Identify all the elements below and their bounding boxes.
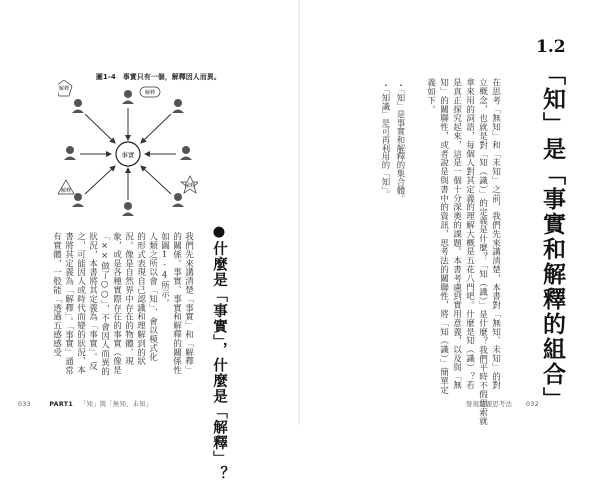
person-icon xyxy=(64,146,76,160)
body-text-column: 的關係。事實、事實和解釋的關係性 xyxy=(171,232,182,375)
interpretation-bubble xyxy=(140,87,160,97)
body-text-column: 的形式表現自己認識和理解到的狀 xyxy=(135,232,146,366)
interpretation-bubble xyxy=(58,80,72,96)
person-icon xyxy=(122,90,134,104)
body-text-column: 況。像是自然界中存在的物體、現 xyxy=(123,232,134,366)
body-text-column: 如圖1-4所示。 xyxy=(159,232,170,308)
body-text-column: 立概念，也就是對「知（識）」的定義是什麼？「知（識）」是什麼？我們平時不假思索就 xyxy=(477,78,488,426)
svg-text:解釋: 解釋 xyxy=(144,90,156,96)
body-text-column: 有實體，一般能「透過五感感受 xyxy=(51,232,62,357)
person-icon xyxy=(72,193,84,207)
right-footer xyxy=(466,399,539,408)
body-text-column: 在思考「無知」和「未知」之前，我們先來講清楚，本書對「無知、未知」的對 xyxy=(490,78,501,390)
person-icon xyxy=(172,193,184,207)
svg-text:事實: 事實 xyxy=(121,151,135,159)
svg-text:解釋: 解釋 xyxy=(58,86,70,92)
section-number: 1.2 xyxy=(536,37,566,57)
part-title: 「知」與「無知、未知」 xyxy=(79,401,153,408)
body-text-column: 是真正探究起來，這是一個十分深奧的課題。本書考慮到實用意義，以及與「無 xyxy=(451,78,462,390)
definition-bullet: ・「知識」是可再利用的「知」。 xyxy=(381,81,391,199)
body-text-column: 拿來用的詞語，每個人對其定義的理解大概是五花八門吧。什麼是知（識）？若 xyxy=(464,78,475,390)
body-text-column: 人類之所以會「知」，會以模式化 xyxy=(147,232,158,362)
interpretation-bubble xyxy=(58,180,74,194)
body-text-column: 書將其定義為「解釋」。「事實」通常 xyxy=(63,232,74,375)
svg-text:解釋: 解釋 xyxy=(184,183,196,189)
body-text-column: 我們先來講清楚「事實」和「解釋」 xyxy=(183,232,194,375)
fact-center xyxy=(116,142,140,166)
person-icon xyxy=(172,99,184,113)
figure-caption: 圖1-4 事實只有一個，解釋因人而異。 xyxy=(96,73,221,81)
svg-text:解釋: 解釋 xyxy=(60,188,72,194)
definition-bullet: ・「知」是事實和解釋的集合體。 xyxy=(396,81,406,203)
running-title: 發現問題思考法 xyxy=(466,401,513,408)
interpretation-bubble xyxy=(181,176,198,193)
section-title: 「知」是「事實和解釋的組合」 xyxy=(539,62,566,412)
body-text-column: 「××做了○○」，不會因人而異的 xyxy=(99,232,110,376)
body-text-column: 狀況，本書將其定義為「事實」。反 xyxy=(87,232,98,371)
part-label: PART1 xyxy=(49,401,73,408)
fact-interpretation-figure xyxy=(58,80,198,220)
body-text-column: 知」的關聯性，或者說是與書中的資訊，思考法的關聯性，將「知（識）」簡單定 xyxy=(438,78,449,395)
body-text-column: 之，可能因人或時代而變的狀況，本 xyxy=(75,232,86,375)
body-text-column: 義如下。 xyxy=(425,78,436,114)
section-heading: ●什麼是「事實」，什麼是「解釋」？ xyxy=(211,224,227,482)
left-footer xyxy=(18,399,152,408)
person-icon xyxy=(180,146,192,160)
page-number: 032 xyxy=(526,401,539,408)
body-text-column: 象，或是各種實際存在的事實（像是 xyxy=(111,232,122,375)
person-icon xyxy=(122,202,134,216)
page-number: 033 xyxy=(18,401,31,408)
person-icon xyxy=(72,99,84,113)
